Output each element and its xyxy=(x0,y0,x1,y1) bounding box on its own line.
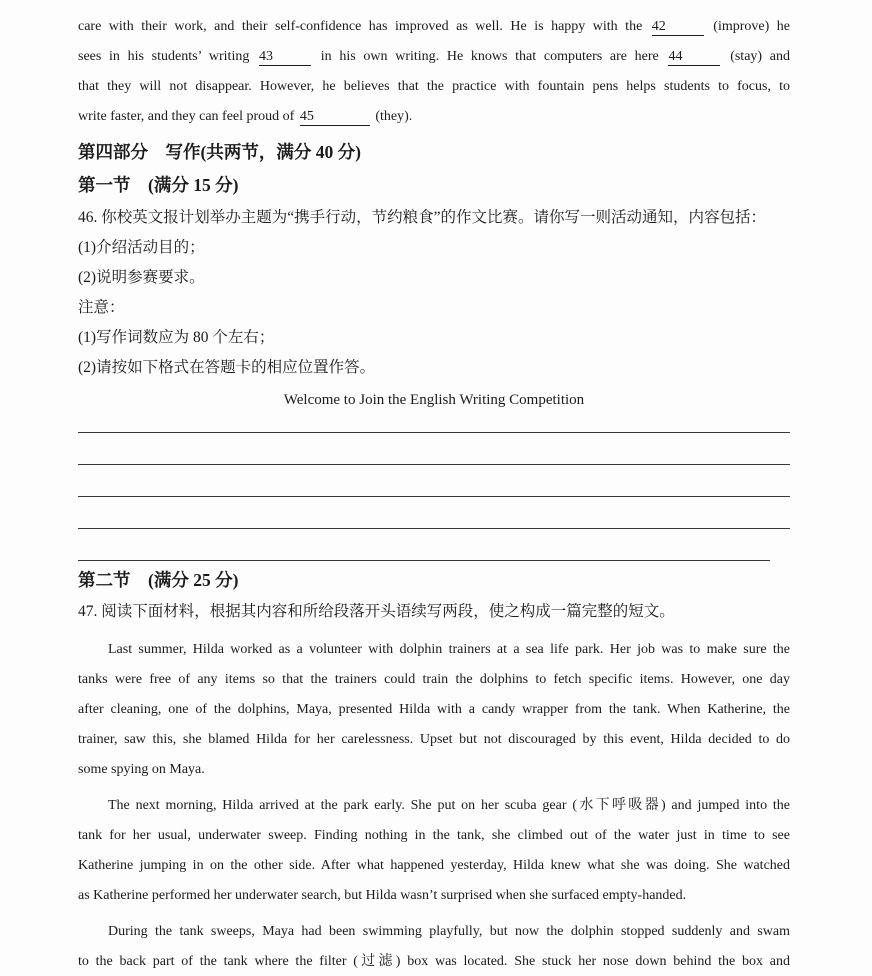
section1-heading: 第一节 (满分 15 分) xyxy=(78,175,239,195)
task46-notes-label: 注意： xyxy=(78,299,125,316)
cloze-text: (they). xyxy=(371,109,413,124)
cloze-text: sees in his students’ writing xyxy=(78,49,258,64)
task46-note-1: (1)写作词数应为 80 个左右； xyxy=(78,329,275,346)
task46-note-2: (2)请按如下格式在答题卡的相应位置作答。 xyxy=(78,359,376,376)
cloze-blank-43: 43 xyxy=(259,48,311,66)
story-paragraph xyxy=(78,791,790,911)
story-paragraph xyxy=(78,917,790,976)
story-line: Katherine jumping in on the other side. After what happened yesterday, Hilda knew what she was doing. She watched xyxy=(78,858,790,873)
cloze-text: (stay) and xyxy=(722,49,790,64)
story-line: to the back part of the tank where the filter (过滤) box was located. She stuck her nose down behind the box and xyxy=(78,954,790,969)
cloze-text: that they will not disappear. However, he believes that the practice with fountain pens helps students to focus, to xyxy=(78,79,790,94)
story-line: trainer, saw this, she blamed Hilda for her carelessness. Upset but not discouraged by this event, Hilda decided to do xyxy=(78,732,790,747)
story-line: tanks were free of any items so that the trainers could train the dolphins to fetch specific items. However, one day xyxy=(78,672,790,687)
story-line: The next morning, Hilda arrived at the park early. She put on her scuba gear (水下呼吸器) and jumped into the xyxy=(108,798,790,813)
cloze-blank-45: 45 xyxy=(300,108,370,126)
cloze-text: in his own writing. He knows that computers are here xyxy=(313,49,667,64)
cloze-line xyxy=(78,42,790,72)
cloze-blank-44: 44 xyxy=(668,48,720,66)
writing-title: Welcome to Join the English Writing Competition xyxy=(283,392,585,408)
cloze-line xyxy=(78,102,790,132)
cloze-line xyxy=(78,12,790,42)
story-line: as Katherine performed her underwater search, but Hilda wasn’t surprised when she surfaced empty-handed. xyxy=(78,888,687,903)
story-text xyxy=(78,635,790,976)
writing-line xyxy=(78,465,790,497)
story-line: During the tank sweeps, Maya had been swimming playfully, but now the dolphin stopped suddenly and swam xyxy=(108,924,790,939)
task46-point-1: (1)介绍活动目的； xyxy=(78,239,205,256)
story-line: after cleaning, one of the dolphins, Maya, presented Hilda with a candy wrapper from the tank. When Katherine, the xyxy=(78,702,790,717)
task46-point-2: (2)说明参赛要求。 xyxy=(78,269,205,286)
cloze-text: write faster, and they can feel proud of xyxy=(78,109,298,124)
task46-points xyxy=(78,233,790,293)
cloze-blank-42: 42 xyxy=(652,18,704,36)
cloze-line xyxy=(78,72,790,102)
task46-prompt: 46. 你校英文报计划举办主题为“携手行动，节约粮食”的作文比赛。请你写一则活动通知，内容包括： xyxy=(78,209,767,226)
task46-notes xyxy=(78,323,790,383)
part4-heading: 第四部分 写作(共两节，满分 40 分) xyxy=(78,142,361,162)
writing-line xyxy=(78,529,770,561)
writing-lines xyxy=(78,415,790,561)
story-paragraph xyxy=(78,635,790,785)
story-line: some spying on Maya. xyxy=(78,762,205,777)
section2-heading: 第二节 (满分 25 分) xyxy=(78,570,239,590)
task47-prompt: 47. 阅读下面材料，根据其内容和所给段落开头语续写两段，使之构成一篇完整的短文。 xyxy=(78,603,675,620)
cloze-text: care with their work, and their self-confidence has improved as well. He is happy with the xyxy=(78,19,650,34)
story-line: tank for her usual, underwater sweep. Finding nothing in the tank, she climbed out of the water just in time to see xyxy=(78,828,790,843)
writing-line xyxy=(78,497,790,529)
writing-line xyxy=(78,433,790,465)
story-line: Last summer, Hilda worked as a volunteer with dolphin trainers at a sea life park. Her job was to make sure the xyxy=(108,642,790,657)
cloze-text: (improve) he xyxy=(705,19,790,34)
cloze-paragraph xyxy=(78,12,790,132)
writing-line xyxy=(78,415,790,433)
